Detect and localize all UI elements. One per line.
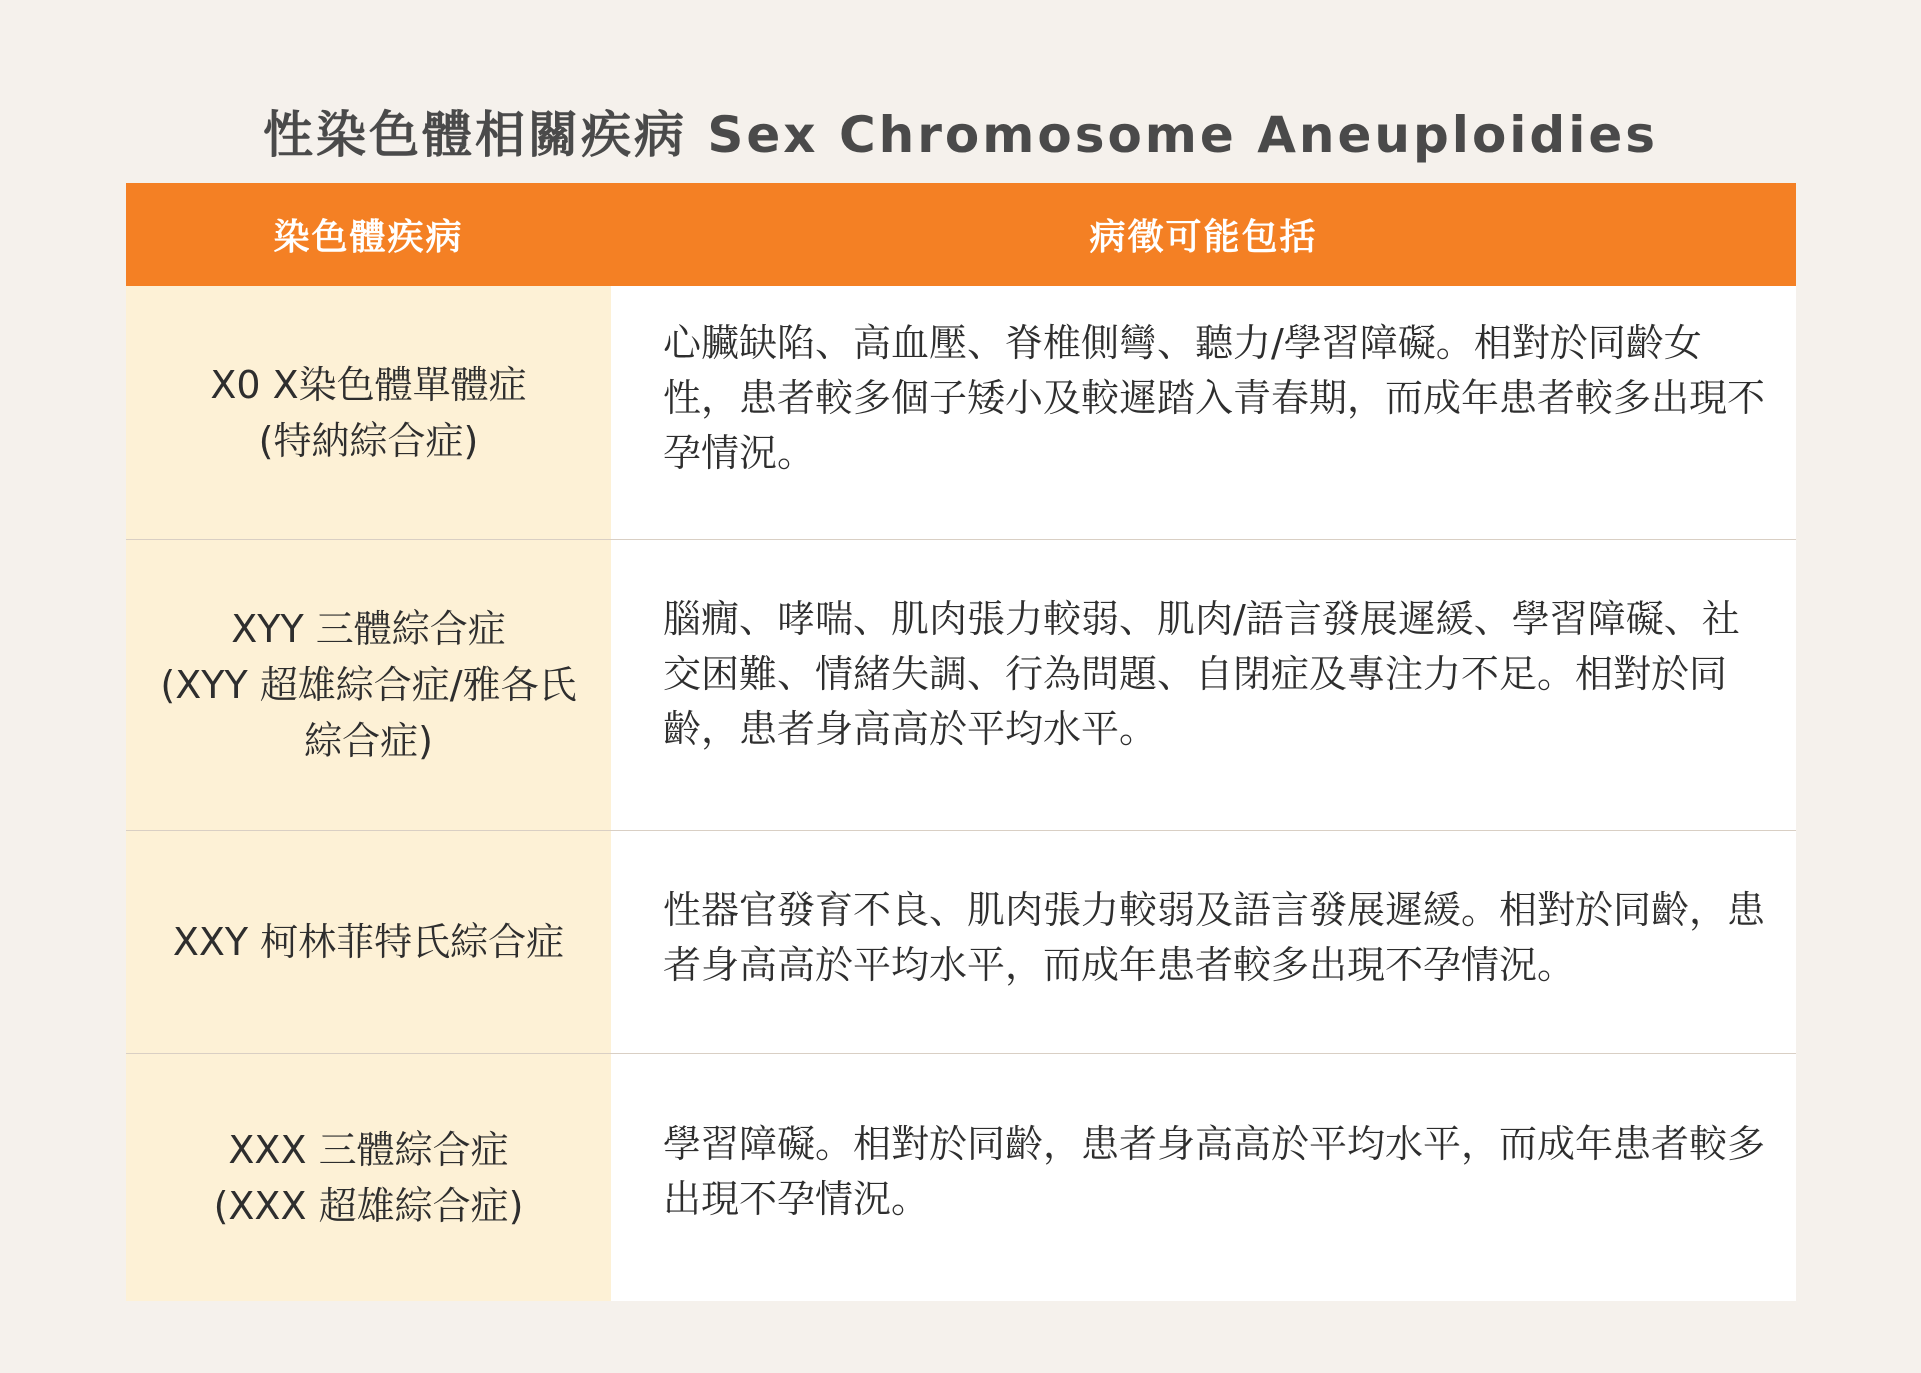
symptoms-cell <box>611 831 1796 1053</box>
symptoms-cell <box>611 540 1796 830</box>
table-header <box>126 183 1796 286</box>
table-row <box>126 831 1796 1054</box>
symptoms-text: 性器官發育不良、肌肉張力較弱及語言發展遲緩。相對於同齡，患者身高高於平均水平，而成年患者較多出現不孕情況。 <box>663 888 1766 987</box>
condition-cell <box>126 286 611 539</box>
condition-name: X0 X染色體單體症 <box>210 362 527 407</box>
symptoms-text: 心臟缺陷、高血壓、脊椎側彎、聽力/學習障礙。相對於同齡女性，患者較多個子矮小及較遲踏入青春期，而成年患者較多出現不孕情況。 <box>663 321 1766 475</box>
table-row <box>126 540 1796 831</box>
condition-alias: (XYY 超雄綜合症/雅各氏綜合症) <box>160 663 577 763</box>
symptoms-text: 腦癇、哮喘、肌肉張力較弱、肌肉/語言發展遲緩、學習障礙、社交困難、情緒失調、行為問題、自閉症及專注力不足。相對於同齡，患者身高高於平均水平。 <box>663 597 1740 751</box>
condition-name: XXY 柯林菲特氏綜合症 <box>172 920 565 964</box>
condition-cell <box>126 1054 611 1301</box>
condition-alias: (XXX 超雄綜合症) <box>213 1183 524 1228</box>
condition-name: XXX 三體綜合症 <box>228 1127 509 1172</box>
table-row <box>126 1054 1796 1301</box>
condition-name: XYY 三體綜合症 <box>231 607 506 651</box>
header-symptoms: 病徵可能包括 <box>1089 217 1318 258</box>
table-row <box>126 286 1796 540</box>
header-condition: 染色體疾病 <box>273 217 464 258</box>
page-title: 性染色體相關疾病 Sex Chromosome Aneuploidies <box>262 106 1659 164</box>
condition-alias: (特納綜合症) <box>258 418 479 463</box>
symptoms-text: 學習障礙。相對於同齡，患者身高高於平均水平，而成年患者較多出現不孕情況。 <box>663 1122 1766 1221</box>
condition-cell <box>126 540 611 830</box>
aneuploidy-table <box>126 183 1796 1301</box>
symptoms-cell <box>611 1054 1796 1301</box>
symptoms-cell <box>611 286 1796 539</box>
condition-cell <box>126 831 611 1053</box>
